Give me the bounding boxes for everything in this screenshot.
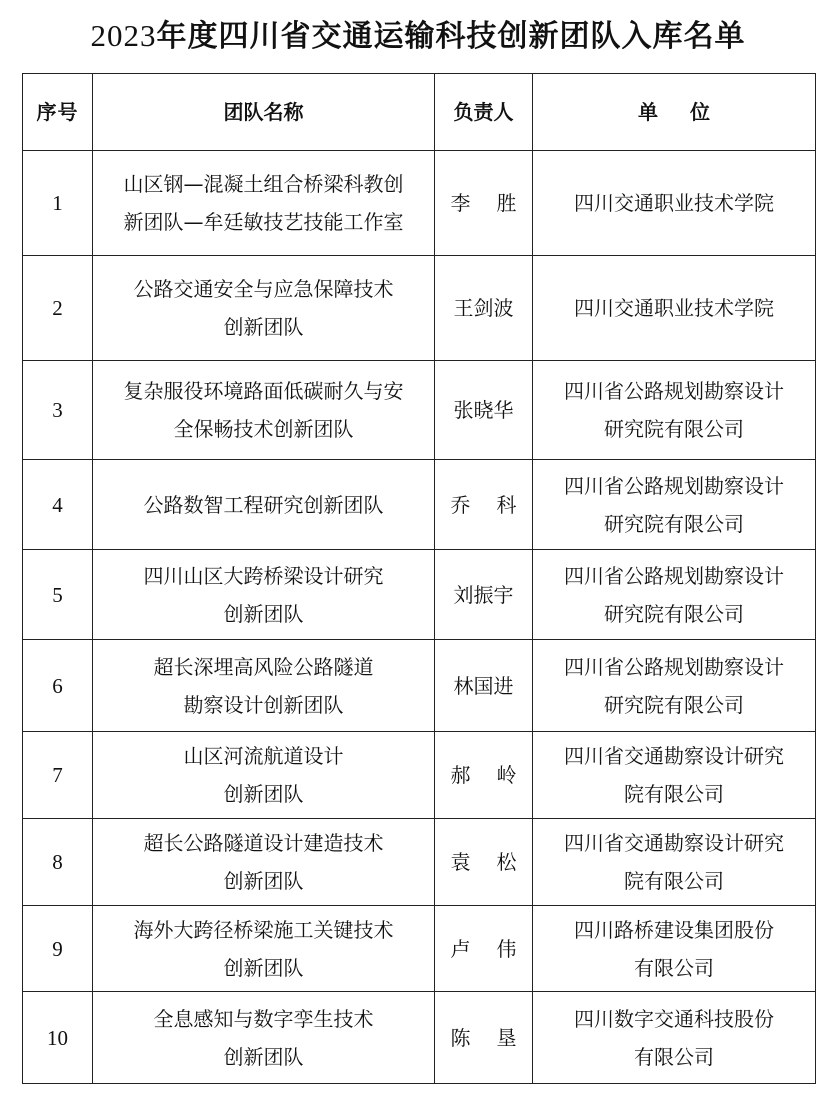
row-seq: 2 (23, 256, 93, 361)
table-row (23, 640, 816, 732)
row-seq: 1 (23, 151, 93, 256)
row-seq: 4 (23, 460, 93, 550)
page-title (0, 14, 836, 58)
table-row (23, 819, 816, 906)
table-row (23, 550, 816, 640)
row-team-name: 超长公路隧道设计建造技术 创新团队 (93, 819, 435, 906)
row-team-name: 全息感知与数字孪生技术 创新团队 (93, 992, 435, 1084)
row-unit: 四川交通职业技术学院 (533, 256, 816, 361)
table-row (23, 732, 816, 819)
row-leader (435, 256, 533, 361)
header-team: 团队名称 (93, 74, 435, 151)
row-unit: 四川路桥建设集团股份 有限公司 (533, 906, 816, 992)
table-row (23, 151, 816, 256)
row-leader (435, 151, 543, 256)
table-row (23, 460, 816, 550)
row-leader (435, 906, 543, 992)
row-seq: 5 (23, 550, 93, 640)
header-unit (533, 74, 816, 151)
row-seq: 9 (23, 906, 93, 992)
header-leader: 负责人 (435, 74, 533, 151)
row-leader (435, 640, 533, 732)
row-leader-text: 卢伟 (450, 936, 543, 961)
table-row (23, 992, 816, 1084)
row-team-name: 海外大跨径桥梁施工关键技术 创新团队 (93, 906, 435, 992)
row-leader-text: 张晓华 (453, 398, 514, 422)
row-team-name: 山区钢—混凝土组合桥梁科教创 新团队—牟廷敏技艺技能工作室 (93, 151, 435, 256)
row-leader-text: 刘振宇 (453, 582, 514, 607)
table-header-row (23, 74, 816, 151)
title-year: 2023 (90, 18, 157, 53)
row-seq: 8 (23, 819, 93, 906)
row-leader (435, 460, 543, 550)
row-unit: 四川省交通勘察设计研究 院有限公司 (533, 732, 816, 819)
row-unit: 四川省公路规划勘察设计 研究院有限公司 (533, 550, 816, 640)
row-unit: 四川省交通勘察设计研究 院有限公司 (533, 819, 816, 906)
row-seq: 3 (23, 361, 93, 460)
row-team-name: 公路数智工程研究创新团队 (93, 460, 435, 550)
row-leader (435, 550, 533, 640)
row-leader-text: 乔科 (450, 492, 543, 517)
row-seq: 6 (23, 640, 93, 732)
table-row (23, 906, 816, 992)
row-leader-text: 林国进 (453, 673, 514, 698)
row-unit: 四川省公路规划勘察设计 研究院有限公司 (533, 460, 816, 550)
row-leader-text: 陈垦 (450, 1025, 543, 1050)
row-leader (435, 361, 533, 460)
row-leader-text: 郝岭 (450, 763, 543, 787)
title-text: 年度四川省交通运输科技创新团队入库名单 (156, 19, 746, 54)
row-leader-text: 李胜 (450, 191, 543, 215)
row-unit: 四川省公路规划勘察设计 研究院有限公司 (533, 361, 816, 460)
team-list-table (22, 73, 816, 1084)
row-seq: 7 (23, 732, 93, 819)
table-row (23, 256, 816, 361)
row-team-name: 四川山区大跨桥梁设计研究 创新团队 (93, 550, 435, 640)
row-team-name: 公路交通安全与应急保障技术 创新团队 (93, 256, 435, 361)
row-leader-text: 袁松 (450, 850, 543, 874)
row-team-name: 复杂服役环境路面低碳耐久与安 全保畅技术创新团队 (93, 361, 435, 460)
row-leader (435, 992, 543, 1084)
header-seq: 序号 (23, 74, 93, 151)
row-unit: 四川省公路规划勘察设计 研究院有限公司 (533, 640, 816, 732)
row-leader (435, 732, 543, 819)
row-team-name: 山区河流航道设计 创新团队 (93, 732, 435, 819)
row-leader (435, 819, 543, 906)
row-leader-text: 王剑波 (453, 296, 514, 320)
row-seq: 10 (23, 992, 93, 1084)
header-unit-label: 单位 (638, 100, 742, 124)
row-team-name: 超长深埋高风险公路隧道 勘察设计创新团队 (93, 640, 435, 732)
row-unit: 四川数字交通科技股份 有限公司 (533, 992, 816, 1084)
table-row (23, 361, 816, 460)
row-unit: 四川交通职业技术学院 (533, 151, 816, 256)
